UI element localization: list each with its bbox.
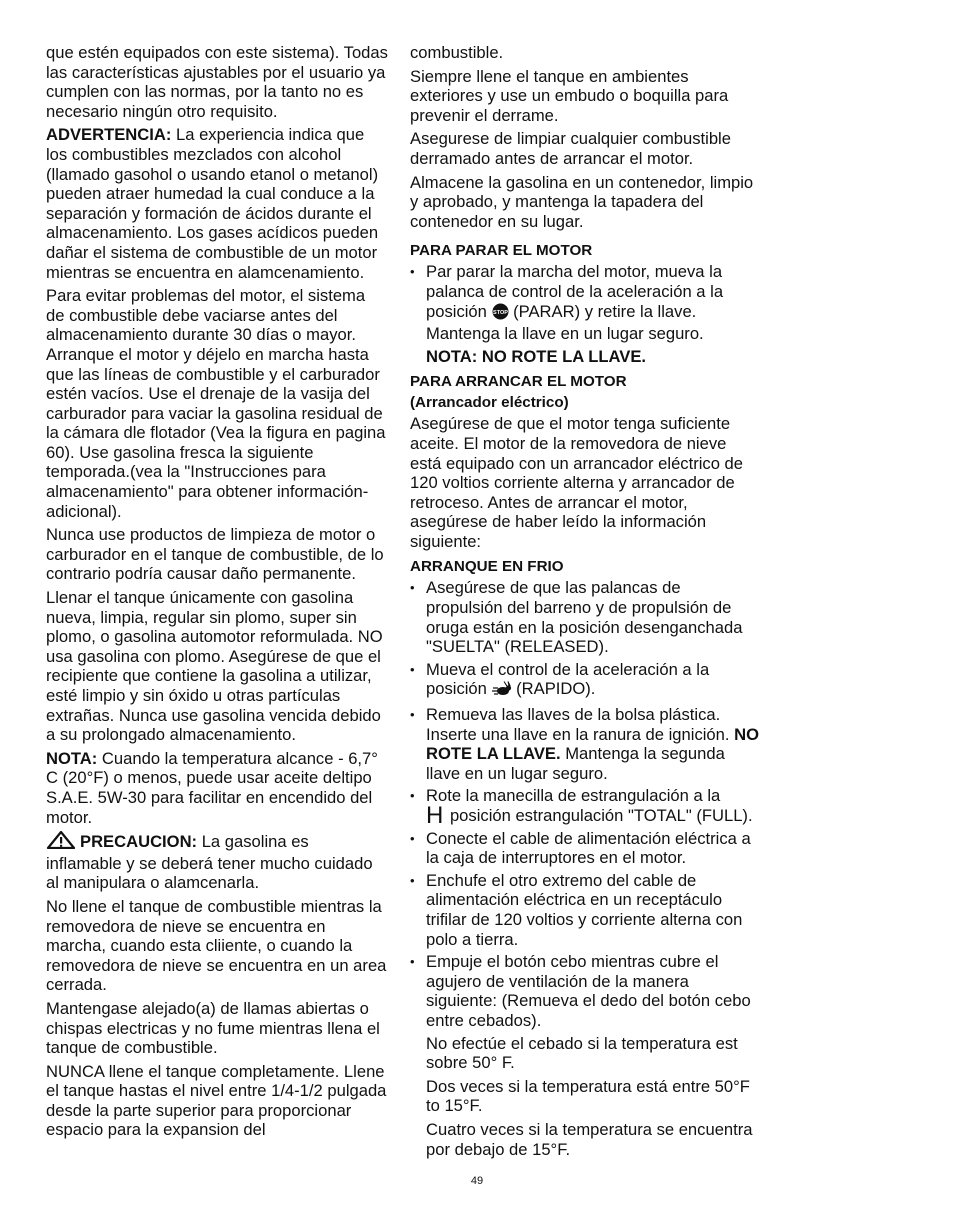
paragraph: No efectúe el cebado si la temperatura est sobre 50° F.	[426, 1033, 738, 1073]
warning-paragraph	[46, 125, 388, 282]
precaucion-paragraph	[46, 831, 388, 893]
paragraph: Mantengase alejado(a) de llamas abiertas o chispas electricas y no fume mientras llena el tanque de combustible.	[46, 998, 380, 1058]
section-heading-arrancar: PARA ARRANCAR EL MOTOR	[410, 373, 627, 391]
section-heading-parar: PARA PARAR EL MOTOR	[410, 242, 593, 260]
paragraph: que estén equipados con este sistema). Todas las características ajustables por el usuario ya cumplen con las normas, por la tanto no es necesario ningún otro requisito.	[46, 43, 388, 121]
list-item: • Par parar la marcha del motor, mueva la palanca de control de la aceleración a la posición STOP (PARAR) y retire la llave. Mantenga la llave en un lugar seguro.	[410, 262, 760, 343]
paragraph: Llenar el tanque únicamente con gasolina nueva, limpia, regular sin plomo, super sin plomo, o gasolina automotor reformulada. NO usa gasolina con plomo. Asegúrese de que el recipiente que contiene la gasolina a utilizar, esté limpio y sin óxido u otras partículas extrañas. Nunca use gasolina vencida debido a su prolongado almacenamiento.	[46, 588, 383, 745]
warning-triangle-icon	[46, 831, 76, 854]
list-item: • Rote la manecilla de estrangulación a la H posición estrangulación "TOTAL" (FULL).	[410, 786, 760, 825]
list-item: • Mueva el control de la aceleración a la posición (RAPIDO).	[410, 660, 760, 702]
precaucion-label: PRECAUCION:	[80, 832, 198, 852]
advertencia-label: ADVERTENCIA:	[46, 125, 172, 145]
paragraph: Dos veces si la temperatura está entre 50°F to 15°F.	[426, 1076, 750, 1116]
rabbit-fast-icon	[492, 681, 512, 702]
parar-list	[410, 262, 760, 343]
precaucion-text: La gasolina es inflamable y se deberá tener mucho cuidado al manipulara o alamcenarla.	[46, 832, 373, 893]
paragraph: Nunca use productos de limpieza de motor o carburador en el tanque de combustible, de lo contrario podría causar daño permanente.	[46, 525, 384, 584]
paragraph: Siempre llene el tanque en ambientes exteriores y use un embudo o boquilla para prevenir el derrame.	[410, 66, 729, 125]
section-heading-frio: ARRANQUE EN FRIO	[410, 558, 564, 576]
list-item: • Conecte el cable de alimentación eléctrica a la caja de interruptores en el motor.	[410, 829, 760, 868]
paragraph: Para evitar problemas del motor, el sistema de combustible debe vaciarse antes del almacenamiento durante 30 días o mayor. Arranque el motor y déjelo en marcha hasta que las líneas de combustible y el carburador estén vacíos. Use el drenaje de la vasija del carburador para vaciar la gasolina residual de la cámara dle flotador (Vea la figura en pagina 60). Use gasolina fresca la siguiente temporada.(vea la "Instrucciones para almacenamiento" para obtener información-adicional).	[46, 286, 386, 521]
list-item: • Remueva las llaves de la bolsa plástica. Inserte una llave en la ranura de ignición. NO ROTE LA LLAVE. Mantenga la segunda llave en un lugar seguro.	[410, 705, 760, 783]
right-column	[410, 43, 760, 1163]
paragraph: Asegurese de limpiar cualquier combustible derramado antes de arrancar el motor.	[410, 129, 731, 168]
section-subheading: (Arrancador eléctrico)	[410, 394, 569, 412]
nota-label: NOTA:	[46, 748, 98, 768]
list-item: • Asegúrese de que las palancas de propulsión del barreno y de propulsión de oruga están en la posición desenganchada "SUELTA" (RELEASED).	[410, 578, 760, 656]
list-item: • Empuje el botón cebo mientras cubre el agujero de ventilación de la manera siguiente: (Remueva el dedo del botón cebo entre cebados).	[410, 952, 760, 1030]
paragraph: NUNCA llene el tanque completamente. Llene el tanque hastas el nivel entre 1/4-1/2 pulgada desde la parte superior para proporcionar espacio para la expansion del	[46, 1061, 387, 1140]
svg-text:STOP: STOP	[492, 309, 508, 316]
nota-text: Cuando la temperatura alcance - 6,7° C (20°F) o menos, puede usar aceite deltipo S.A.E. 5W-30 para facilitar en encendido del motor.	[46, 748, 378, 827]
list-item: • Enchufe el otro extremo del cable de alimentación eléctrica en un receptáculo trifilar de 120 voltios y corriente alterna con polo a tierra.	[410, 871, 760, 949]
stop-icon	[492, 303, 509, 325]
choke-glyph: H	[426, 802, 444, 829]
nota-no-rote: NOTA: NO ROTE LA LLAVE.	[426, 346, 647, 366]
left-column	[46, 43, 388, 1144]
advertencia-text: La experiencia indica que los combustibles mezclados con alcohol (llamado gasohol o usando etanol o metanol) pueden atraer humedad la cual conduce a la separación y formación de ácidos durante el almacenamiento. Los gases acídicos pueden dañar el sistema de combustible de un motor mientras se encuentra en alamcenamiento.	[46, 125, 379, 282]
paragraph: combustible.	[410, 43, 504, 62]
paragraph: No llene el tanque de combustible mientras la removedora de nieve se encuentra en marcha, cuando esta cliiente, o cuando la removedora de nieve se encuentra en un area cerrada.	[46, 896, 387, 995]
paragraph: Asegúrese de que el motor tenga suficiente aceite. El motor de la removedora de nieve está equipado con un arrancador eléctrico de 120 voltios corriente alterna y arrancador de retroceso. Antes de arrancar el motor, asegúrese de haber leído la información siguiente:	[410, 414, 744, 551]
paragraph: Cuatro veces si la temperatura se encuentra por debajo de 15°F.	[426, 1119, 753, 1159]
frio-list	[410, 578, 760, 1030]
page-number: 49	[470, 1175, 484, 1187]
nota-paragraph	[46, 749, 388, 827]
paragraph: Almacene la gasolina en un contenedor, limpio y aprobado, y mantenga la tapadera del contenedor en su lugar.	[410, 172, 754, 231]
